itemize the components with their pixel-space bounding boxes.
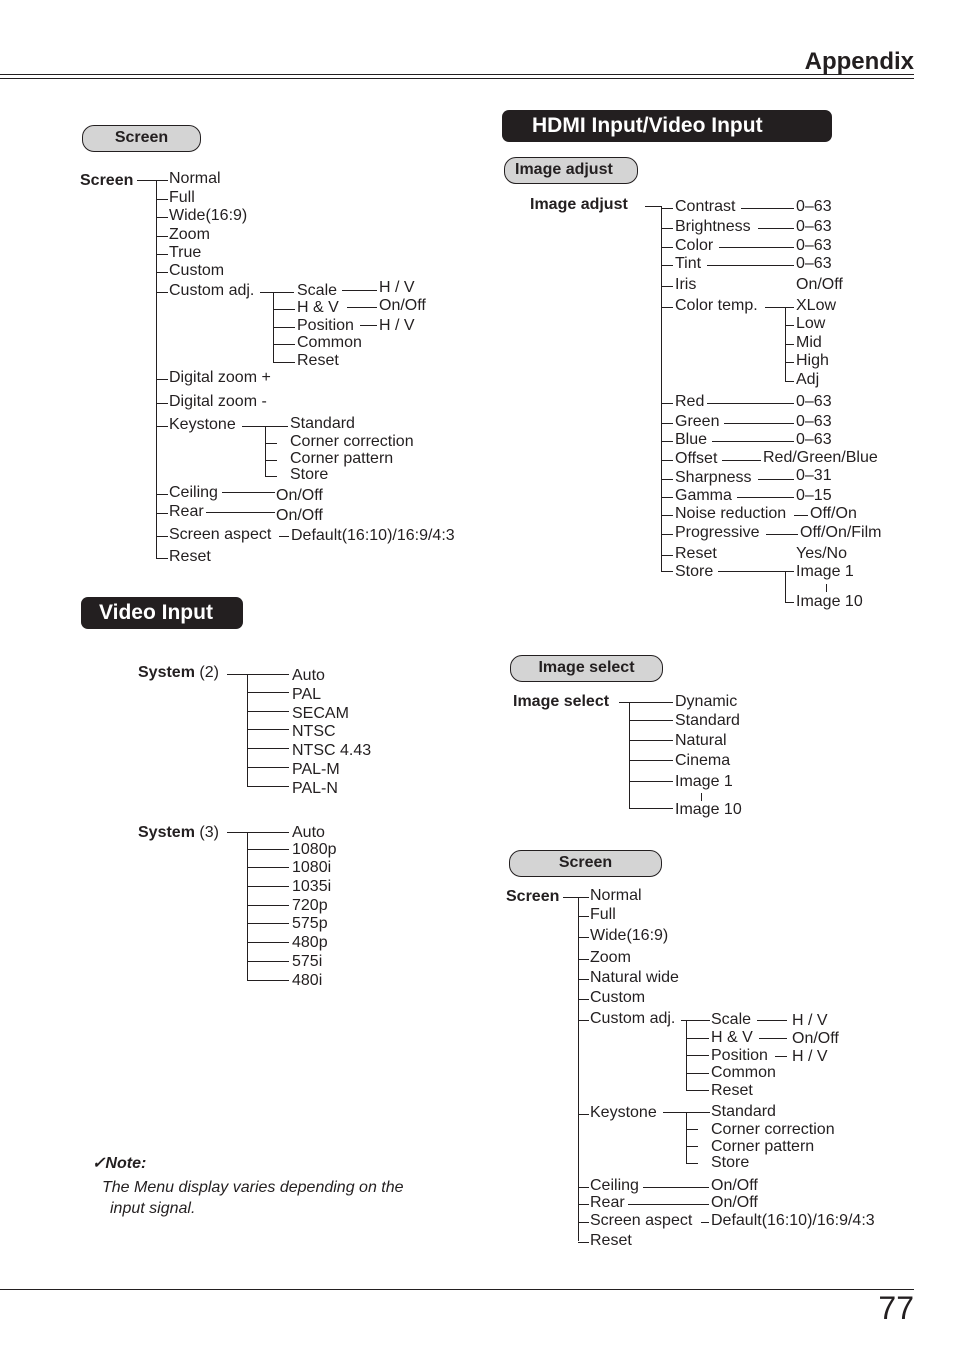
ia-value: 0–63 xyxy=(796,413,832,430)
connector xyxy=(222,492,275,493)
image-select-pill: Image select xyxy=(510,655,663,682)
connector xyxy=(156,272,168,273)
connector xyxy=(578,959,589,960)
system3-item: 480i xyxy=(292,972,323,989)
ia-item: Reset xyxy=(675,545,717,562)
right-screen-item: Screen aspect xyxy=(590,1212,693,1229)
right-screen-root: Screen xyxy=(506,888,560,905)
connector xyxy=(247,980,289,981)
note-text-line-2: input signal. xyxy=(110,1200,196,1217)
ia-value: On/Off xyxy=(796,276,843,293)
connector xyxy=(629,702,630,808)
ia-value: Off/On xyxy=(810,505,857,522)
connector xyxy=(718,571,794,572)
connector xyxy=(765,307,794,308)
left-screen-item: Rear xyxy=(169,503,204,520)
right-screen-item: Zoom xyxy=(590,949,631,966)
ia-item: Red xyxy=(675,393,705,410)
connector xyxy=(578,979,589,980)
system2-item: NTSC xyxy=(292,723,336,740)
connector xyxy=(661,247,673,248)
connector xyxy=(137,180,157,181)
connector xyxy=(247,729,289,730)
ia-item: Tint xyxy=(675,255,702,272)
connector xyxy=(645,206,661,207)
connector xyxy=(342,290,377,291)
connector xyxy=(247,748,289,749)
connector xyxy=(273,362,295,363)
connector xyxy=(578,1187,589,1188)
left-custom-adj-item: Reset xyxy=(297,352,339,369)
left-screen-item: Ceiling xyxy=(169,484,218,501)
connector xyxy=(661,286,673,287)
connector xyxy=(661,571,673,572)
connector xyxy=(156,217,168,218)
system3-item: Auto xyxy=(292,824,325,841)
system3-item: 1035i xyxy=(292,878,332,895)
connector xyxy=(563,897,578,898)
left-screen-item: Normal xyxy=(169,170,221,187)
connector xyxy=(686,1112,687,1163)
ia-item: Offset xyxy=(675,450,718,467)
connector xyxy=(578,1114,589,1115)
ia-item: Contrast xyxy=(675,198,736,215)
right-custom-adj-item: Scale xyxy=(711,1011,752,1028)
ia-value: 0–63 xyxy=(796,255,832,272)
connector xyxy=(247,923,289,924)
ia-item: Color xyxy=(675,237,714,254)
connector xyxy=(227,832,289,833)
connector xyxy=(247,767,289,768)
connector xyxy=(628,1204,709,1205)
ia-item: Iris xyxy=(675,276,697,293)
left-screen-item: Digital zoom - xyxy=(169,393,267,410)
system3-item: 480p xyxy=(292,934,328,951)
connector xyxy=(661,555,673,556)
connector xyxy=(578,1222,589,1223)
connector xyxy=(629,720,673,721)
ia-item: Color temp. xyxy=(675,297,758,314)
left-screen-item: Digital zoom + xyxy=(169,369,271,386)
left-screen-item: Screen aspect xyxy=(169,526,272,543)
connector xyxy=(794,515,808,516)
connector xyxy=(156,292,168,293)
note-text-line-1: The Menu display varies depending on the xyxy=(102,1179,404,1196)
right-keystone-item: Corner pattern xyxy=(711,1138,815,1155)
footer-rule xyxy=(0,1289,914,1290)
connector xyxy=(686,1055,709,1056)
color-temp-item: Adj xyxy=(796,371,820,388)
left-rear-value: On/Off xyxy=(276,507,323,524)
ia-item: Sharpness xyxy=(675,469,752,486)
connector xyxy=(247,961,289,962)
connector xyxy=(156,254,168,255)
right-custom-adj-item: Reset xyxy=(711,1082,753,1099)
left-keystone-item: Corner correction xyxy=(290,433,414,450)
connector xyxy=(247,786,289,787)
ia-value: Red/Green/Blue xyxy=(763,449,878,466)
left-screen-item: Keystone xyxy=(169,416,236,433)
connector xyxy=(247,692,289,693)
header-rule-top xyxy=(0,74,914,75)
image-select-item: Cinema xyxy=(675,752,731,769)
left-screen-pill: Screen xyxy=(82,125,201,152)
connector xyxy=(785,602,794,603)
connector xyxy=(578,999,589,1000)
connector xyxy=(661,265,673,266)
left-custom-adj-value: H / V xyxy=(379,279,415,296)
system3-item: 575p xyxy=(292,915,328,932)
color-temp-item: XLow xyxy=(796,297,837,314)
connector xyxy=(247,942,289,943)
right-screen-item: Ceiling xyxy=(590,1177,639,1194)
connector xyxy=(265,460,277,461)
connector xyxy=(686,1090,709,1091)
left-aspect-value: Default(16:10)/16:9/4:3 xyxy=(291,527,455,544)
connector xyxy=(156,536,168,537)
ia-item: Green xyxy=(675,413,720,430)
connector xyxy=(629,808,673,809)
connector xyxy=(279,536,289,537)
connector xyxy=(629,760,673,761)
left-screen-item: Full xyxy=(169,189,195,206)
ia-item: Gamma xyxy=(675,487,732,504)
connector xyxy=(661,534,673,535)
ia-item: Brightness xyxy=(675,218,751,235)
image-select-item: Standard xyxy=(675,712,740,729)
page-number: 77 xyxy=(878,1290,914,1326)
system2-item: NTSC 4.43 xyxy=(292,742,372,759)
connector xyxy=(686,1073,709,1074)
image-select-root: Image select xyxy=(513,693,610,710)
connector xyxy=(629,740,673,741)
connector xyxy=(707,403,794,404)
right-custom-adj-value: On/Off xyxy=(792,1030,839,1047)
connector xyxy=(206,512,275,513)
connector xyxy=(661,497,673,498)
left-ceiling-value: On/Off xyxy=(276,487,323,504)
connector xyxy=(156,426,168,427)
left-custom-adj-value: H / V xyxy=(379,317,415,334)
connector xyxy=(578,897,589,898)
color-temp-item: Low xyxy=(796,315,826,332)
connector xyxy=(686,1163,698,1164)
connector xyxy=(156,379,168,380)
connector xyxy=(766,534,798,535)
connector xyxy=(643,1187,709,1188)
connector xyxy=(578,897,579,1241)
checkmark-icon: ✓ xyxy=(92,1155,106,1172)
left-custom-adj-item: H & V xyxy=(297,299,339,316)
connector xyxy=(578,1020,589,1021)
right-screen-item: Rear xyxy=(590,1194,625,1211)
connector xyxy=(156,180,168,181)
connector xyxy=(737,497,794,498)
ia-item: Progressive xyxy=(675,524,760,541)
note-heading xyxy=(92,1153,146,1173)
ia-value: 0–63 xyxy=(796,198,832,215)
connector xyxy=(661,208,673,209)
left-keystone-item: Corner pattern xyxy=(290,450,394,467)
ia-value: 0–15 xyxy=(796,487,832,504)
system3-suffix: (3) xyxy=(199,824,219,841)
left-screen-item: Reset xyxy=(169,548,211,565)
system2-item: SECAM xyxy=(292,705,349,722)
header-rule-bottom xyxy=(0,78,914,79)
connector xyxy=(273,327,295,328)
ia-value: Yes/No xyxy=(796,545,847,562)
connector xyxy=(360,325,377,326)
image-adjust-pill: Image adjust xyxy=(504,157,638,184)
ia-value: 0–31 xyxy=(796,467,832,484)
system3-item: 1080i xyxy=(292,859,332,876)
connector xyxy=(785,344,794,345)
connector xyxy=(661,423,673,424)
connector xyxy=(722,460,761,461)
connector xyxy=(686,1129,698,1130)
video-input-banner: Video Input xyxy=(81,597,243,629)
right-keystone-item: Store xyxy=(711,1154,750,1171)
image-select-item: Image 1 xyxy=(675,773,733,790)
system2-item: PAL-M xyxy=(292,761,340,778)
right-rear-value: On/Off xyxy=(711,1194,758,1211)
left-keystone-item: Store xyxy=(290,466,329,483)
image-select-item: Image 10 xyxy=(675,801,742,818)
right-ceiling-value: On/Off xyxy=(711,1177,758,1194)
connector xyxy=(719,247,794,248)
connector xyxy=(785,362,794,363)
right-keystone-item: Corner correction xyxy=(711,1121,835,1138)
connector xyxy=(629,781,673,782)
image-adjust-root: Image adjust xyxy=(530,196,628,213)
ia-value: 0–63 xyxy=(796,237,832,254)
connector xyxy=(247,886,289,887)
store-value: Image 1 xyxy=(796,563,854,580)
connector xyxy=(757,1020,787,1021)
left-screen-item: Custom adj. xyxy=(169,282,255,299)
note-title: Note: xyxy=(105,1155,147,1172)
connector xyxy=(759,1038,787,1039)
system-label-text: System xyxy=(138,824,195,841)
system-label-text: System xyxy=(138,664,195,681)
connector xyxy=(661,307,673,308)
system2-item: PAL xyxy=(292,686,322,703)
left-custom-adj-value: On/Off xyxy=(379,297,426,314)
ia-item: Store xyxy=(675,563,714,580)
connector xyxy=(661,515,673,516)
connector xyxy=(758,479,794,480)
image-select-item: Natural xyxy=(675,732,727,749)
connector xyxy=(247,867,289,868)
connector xyxy=(661,441,673,442)
connector xyxy=(156,199,168,200)
connector xyxy=(156,236,168,237)
connector xyxy=(578,1204,589,1205)
left-custom-adj-item: Position xyxy=(297,317,354,334)
connector xyxy=(661,228,673,229)
connector xyxy=(724,423,794,424)
system2-label xyxy=(138,664,219,682)
color-temp-item: Mid xyxy=(796,334,822,351)
connector xyxy=(758,228,794,229)
system2-item: PAL-N xyxy=(292,780,338,797)
connector xyxy=(712,441,794,442)
right-aspect-value: Default(16:10)/16:9/4:3 xyxy=(711,1212,875,1229)
system3-label xyxy=(138,824,219,842)
connector xyxy=(247,674,248,786)
image-select-item: Dynamic xyxy=(675,693,738,710)
right-screen-item: Natural wide xyxy=(590,969,679,986)
connector xyxy=(826,584,827,592)
connector xyxy=(156,494,168,495)
connector xyxy=(156,558,168,559)
connector xyxy=(273,344,295,345)
ia-item: Blue xyxy=(675,431,708,448)
system3-item: 1080p xyxy=(292,841,337,858)
connector xyxy=(273,309,295,310)
connector xyxy=(661,206,662,571)
connector xyxy=(686,1146,698,1147)
right-screen-item: Keystone xyxy=(590,1104,657,1121)
color-temp-item: High xyxy=(796,352,829,369)
right-screen-item: Custom adj. xyxy=(590,1010,676,1027)
system2-item: Auto xyxy=(292,667,325,684)
connector xyxy=(661,403,673,404)
connector xyxy=(701,793,702,801)
connector xyxy=(661,460,673,461)
right-custom-adj-value: H / V xyxy=(792,1048,828,1065)
store-value: Image 10 xyxy=(796,593,863,610)
right-screen-item: Custom xyxy=(590,989,646,1006)
ia-value: Off/On/Film xyxy=(800,524,882,541)
system3-item: 720p xyxy=(292,897,328,914)
left-screen-item: True xyxy=(169,244,202,261)
hdmi-video-input-banner: HDMI Input/Video Input xyxy=(502,110,832,142)
system2-suffix: (2) xyxy=(199,664,219,681)
right-custom-adj-item: Common xyxy=(711,1064,776,1081)
right-screen-pill: Screen xyxy=(509,850,662,877)
left-custom-adj-item: Common xyxy=(297,334,362,351)
connector xyxy=(785,325,794,326)
ia-value: 0–63 xyxy=(796,218,832,235)
connector xyxy=(578,916,589,917)
connector xyxy=(741,208,794,209)
connector xyxy=(247,711,289,712)
connector xyxy=(227,674,289,675)
connector xyxy=(156,403,168,404)
connector xyxy=(347,307,377,308)
left-screen-root: Screen xyxy=(80,172,134,189)
connector xyxy=(247,905,289,906)
left-custom-adj-item: Scale xyxy=(297,282,338,299)
connector xyxy=(247,849,289,850)
connector xyxy=(707,265,794,266)
ia-item: Noise reduction xyxy=(675,505,787,522)
left-screen-item: Wide(16:9) xyxy=(169,207,248,224)
left-screen-item: Zoom xyxy=(169,226,210,243)
right-custom-adj-item: H & V xyxy=(711,1029,753,1046)
ia-value: 0–63 xyxy=(796,393,832,410)
connector xyxy=(785,381,794,382)
connector xyxy=(260,292,294,293)
connector xyxy=(265,476,277,477)
connector xyxy=(578,937,589,938)
connector xyxy=(661,479,673,480)
left-screen-item: Custom xyxy=(169,262,225,279)
connector xyxy=(578,1242,589,1243)
connector xyxy=(775,1056,787,1057)
connector xyxy=(156,513,168,514)
right-custom-adj-value: H / V xyxy=(792,1012,828,1029)
right-screen-item: Reset xyxy=(590,1232,632,1249)
connector xyxy=(701,1222,709,1223)
connector xyxy=(265,443,277,444)
right-screen-item: Normal xyxy=(590,887,642,904)
connector xyxy=(686,1038,709,1039)
right-screen-item: Wide(16:9) xyxy=(590,927,669,944)
system3-item: 575i xyxy=(292,953,323,970)
ia-value: 0–63 xyxy=(796,431,832,448)
connector xyxy=(247,832,248,980)
section-title: Appendix xyxy=(804,48,914,75)
right-keystone-item: Standard xyxy=(711,1103,776,1120)
connector xyxy=(265,426,266,476)
left-keystone-item: Standard xyxy=(290,415,355,432)
right-screen-item: Full xyxy=(590,906,616,923)
connector xyxy=(785,571,786,602)
right-custom-adj-item: Position xyxy=(711,1047,768,1064)
connector xyxy=(619,702,673,703)
